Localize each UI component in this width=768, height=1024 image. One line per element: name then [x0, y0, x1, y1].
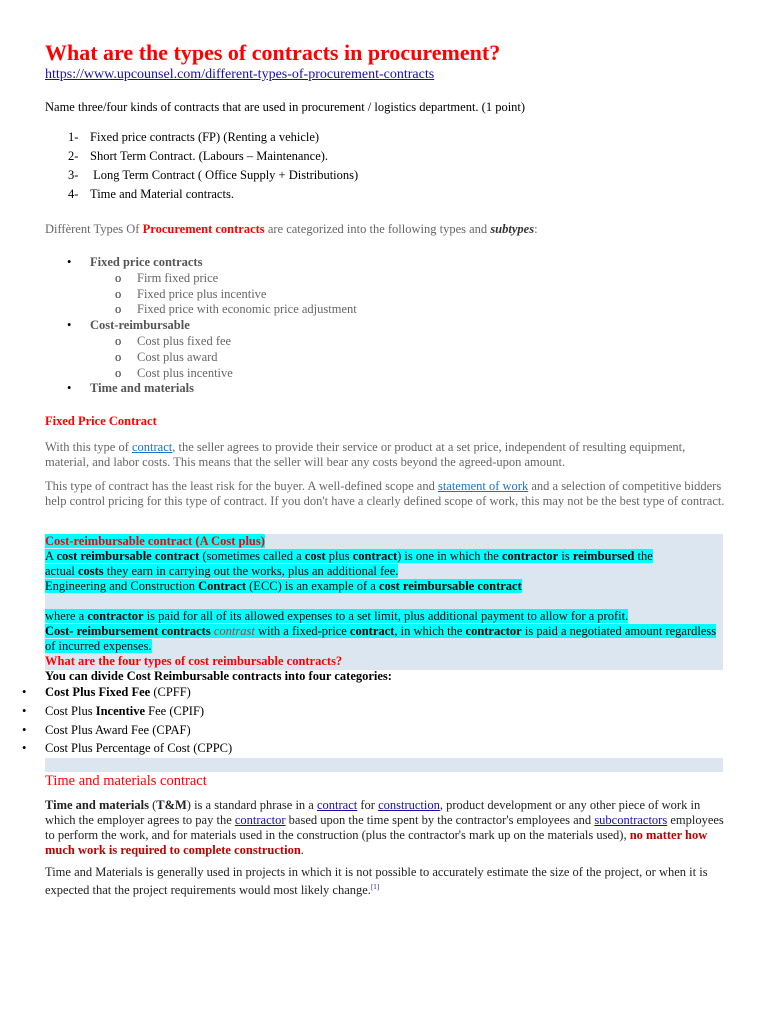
list-item: • Time and materials	[67, 381, 194, 396]
contract-link[interactable]: contract	[316, 798, 358, 812]
list-item: 2- Short Term Contract. (Labours – Maintenance).	[68, 149, 329, 163]
cost-reimbursable-line-6: of incurred expenses.	[45, 639, 152, 653]
types-intro: Diffèrent Types Of Procurement contracts are categorized into the following types and subtypes:	[45, 222, 538, 236]
question: Name three/four kinds of contracts that are used in procurement / logistics department. (1 point)	[45, 100, 526, 114]
list-item: o Cost plus fixed fee	[115, 333, 232, 348]
cost-reimbursable-line-3: Engineering and Construction Contract (ECC) is an example of a cost reimbursable contract	[45, 579, 522, 593]
list-item: • Cost Plus Incentive Fee (CPIF)	[22, 703, 205, 718]
construction-link[interactable]: construction	[378, 798, 440, 812]
list-item: o Firm fixed price	[115, 270, 219, 285]
list-item: o Cost plus incentive	[115, 365, 233, 380]
section-divider	[45, 758, 723, 772]
fixed-price-para-1: With this type of contract, the seller agrees to provide their service or product at a set price, independent of resulting equipment, material, and labor costs. This means that the seller will bear any costs beyond the agreed-upon amount.	[45, 440, 686, 469]
list-item: • Cost Plus Award Fee (CPAF)	[22, 722, 191, 737]
cost-reimbursable-line-5: Cost- reimbursement contracts contrast with a fixed-price contract, in which the contractor is paid a negotiated amount regardless	[45, 624, 717, 638]
cost-reimbursable-line-1: A cost reimbursable contract (sometimes called a cost plus contract) is one in which the contractor is reimbursed the	[45, 549, 653, 563]
list-item: 4- Time and Material contracts.	[68, 187, 234, 201]
list-item: • Cost Plus Fixed Fee (CPFF)	[22, 685, 191, 699]
list-item: o Cost plus award	[115, 349, 218, 364]
contractor-link[interactable]: contractor	[234, 813, 286, 827]
fixed-price-para-2: This type of contract has the least risk for the buyer. A well-defined scope and statement of work and a selection of competitive bidders help control pricing for this type of contract. If you don't have a clearly defined scope of work, this may not be the best type of contract.	[45, 479, 725, 508]
four-categories-intro: You can divide Cost Reimbursable contracts into four categories:	[45, 669, 392, 683]
page-header	[45, 40, 725, 84]
four-types-question: What are the four types of cost reimbursable contracts?	[45, 654, 343, 668]
time-materials-para-2: Time and Materials is generally used in projects in which it is not possible to accurately estimate the size of the project, or when it is expected that the project requirements would most likely change.[1]	[45, 865, 708, 898]
cost-categories-list	[22, 683, 232, 758]
answer-list	[45, 128, 358, 204]
fixed-price-heading: Fixed Price Contract	[45, 414, 157, 428]
time-materials-para-1: Time and materials (T&M) is a standard phrase in a contract for construction, product development or any other piece of work in which the employer agrees to pay the contractor based upon the time spent by the contractor's employees and subcontractors employees to perform the work, and for materials used in the construction (plus the contractor's mark up on the materials used), no matter how much work is required to complete construction.	[45, 798, 724, 857]
statement-of-work-link[interactable]: statement of work	[437, 479, 529, 493]
page-title: What are the types of contracts in procurement?	[45, 40, 501, 65]
reference-link[interactable]: [1]	[370, 883, 380, 891]
cost-reimbursable-line-4: where a contractor is paid for all of its allowed expenses to a set limit, plus additional payment to allow for a profit.	[45, 609, 629, 623]
types-list	[45, 255, 357, 397]
list-item: 3- Long Term Contract ( Office Supply + Distributions)	[68, 168, 359, 182]
source-link[interactable]: https://www.upcounsel.com/different-types-of-procurement-contracts	[45, 67, 435, 82]
list-item: • Fixed price contracts o Firm fixed price o Fixed price plus incentive o Fixed price with economic price adjustment	[67, 255, 357, 317]
time-materials-heading: Time and materials contract	[45, 773, 207, 789]
list-item: • Cost Plus Percentage of Cost (CPPC)	[22, 741, 233, 756]
list-item: • Cost-reimbursable o Cost plus fixed fee o Cost plus award o Cost plus incentive	[67, 318, 357, 381]
cost-reimbursable-heading: Cost-reimbursable contract (A Cost plus)	[45, 534, 265, 548]
list-item: o Fixed price with economic price adjustment	[115, 302, 357, 317]
subcontractors-link[interactable]: subcontractors	[594, 813, 668, 827]
list-item: o Fixed price plus incentive	[115, 286, 267, 301]
list-item: 1- Fixed price contracts (FP) (Renting a vehicle)	[68, 130, 320, 144]
contract-link[interactable]: contract	[132, 440, 173, 454]
cost-reimbursable-line-2: actual costs they earn in carrying out the works, plus an additional fee.	[45, 564, 399, 578]
